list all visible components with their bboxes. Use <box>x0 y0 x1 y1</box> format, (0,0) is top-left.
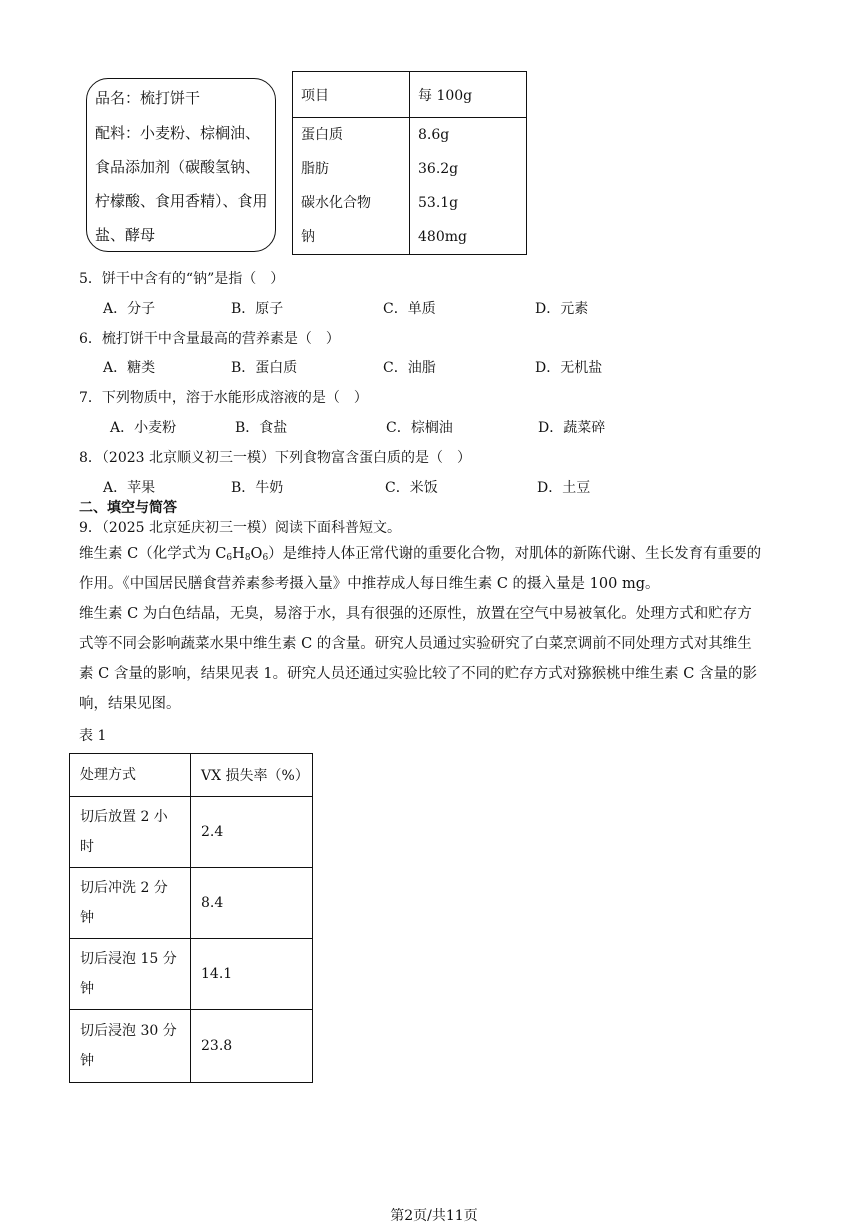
question-6-option-a: A．糖类 <box>103 360 156 376</box>
question-6-stem: 6．梳打饼干中含量最高的营养素是（ ） <box>79 331 340 347</box>
table-row <box>70 868 313 939</box>
passage-line: 作用。《中国居民膳食营养素参考摄入量》中推荐成人每日维生素 C 的摄入量是 100 mg。 <box>79 576 660 592</box>
question-8-option-c: C．米饭 <box>385 480 438 496</box>
label-line-ingredients: 盐、酵母 <box>95 226 156 244</box>
label-line-product-name: 品名：梳打饼干 <box>95 89 201 107</box>
question-8-stem: 8．（2023 北京顺义初三一模）下列食物富含蛋白质的是（ ） <box>79 450 471 466</box>
nutrient-values-cell <box>410 118 527 255</box>
passage-line: 素 C 含量的影响，结果见表 1。研究人员还通过实验比较了不同的贮存方式对猕猴桃中维生素 C 含量的影 <box>79 666 757 682</box>
label-line-ingredients: 食品添加剂（碳酸氢钠、 <box>95 158 261 176</box>
section-heading: 二、填空与简答 <box>79 500 177 516</box>
question-6-option-d: D．无机盐 <box>535 360 603 376</box>
question-6-option-c: C．油脂 <box>383 360 436 376</box>
loss-rate-cell: 14.1 <box>191 939 313 1010</box>
header-cell-loss-rate: VX 损失率（%） <box>191 754 313 797</box>
method-cell: 切后冲洗 2 分 钟 <box>70 868 191 939</box>
header-cell-method: 处理方式 <box>70 754 191 797</box>
table-header-row <box>70 754 313 797</box>
question-6-option-b: B．蛋白质 <box>231 360 298 376</box>
nutrient-name: 蛋白质 <box>301 127 343 143</box>
question-7-option-d: D．蔬菜碎 <box>538 420 606 436</box>
question-5-option-d: D．元素 <box>535 301 589 317</box>
table-header-row <box>293 72 527 118</box>
passage-line: 式等不同会影响蔬菜水果中维生素 C 的含量。研究人员通过实验研究了白菜烹调前不同处理方式对其维生 <box>79 636 752 652</box>
method-cell: 切后浸泡 30 分 钟 <box>70 1010 191 1083</box>
page-footer: 第2页/共11页 <box>390 1208 478 1224</box>
question-8-option-b: B．牛奶 <box>231 480 284 496</box>
nutrient-name: 钠 <box>301 229 315 245</box>
nutrient-value: 480mg <box>418 229 467 245</box>
question-5-option-b: B．原子 <box>231 301 284 317</box>
loss-rate-cell: 23.8 <box>191 1010 313 1083</box>
question-9-stem: 9．（2025 北京延庆初三一模）阅读下面科普短文。 <box>79 520 401 536</box>
header-cell-item: 项目 <box>293 72 410 118</box>
loss-rate-cell: 8.4 <box>191 868 313 939</box>
question-7-option-a: A．小麦粉 <box>110 420 177 436</box>
table-row <box>293 118 527 255</box>
header-cell-per100g: 每 100g <box>410 72 527 118</box>
question-5-stem: 5．饼干中含有的“钠”是指（ ） <box>79 271 285 287</box>
question-7-option-c: C．棕榈油 <box>386 420 453 436</box>
table-row <box>70 1010 313 1083</box>
table-row <box>70 797 313 868</box>
passage-line: 维生素 C（化学式为 $C_6H_8O_6$）是维持人体正常代谢的重要化合物，对肌体的新陈代谢、生长发育有重要的 <box>79 546 762 563</box>
label-line-ingredients: 配料：小麦粉、棕榈油、 <box>95 124 261 142</box>
question-5-option-a: A．分子 <box>103 301 156 317</box>
vitamin-c-loss-table <box>69 753 313 1083</box>
question-5-option-c: C．单质 <box>383 301 436 317</box>
method-cell: 切后放置 2 小 时 <box>70 797 191 868</box>
question-7-stem: 7．下列物质中，溶于水能形成溶液的是（ ） <box>79 390 368 406</box>
question-7-option-b: B．食盐 <box>235 420 288 436</box>
question-8-option-a: A．苹果 <box>103 480 156 496</box>
method-cell: 切后浸泡 15 分 钟 <box>70 939 191 1010</box>
nutrient-name: 脂肪 <box>301 161 329 177</box>
passage-line: 维生素 C 为白色结晶，无臭，易溶于水，具有很强的还原性，放置在空气中易被氧化。处理方式和贮存方 <box>79 606 752 622</box>
loss-rate-cell: 2.4 <box>191 797 313 868</box>
passage-line: 响，结果见图。 <box>79 696 181 712</box>
nutrient-value: 53.1g <box>418 195 459 211</box>
table-row <box>70 939 313 1010</box>
nutrient-value: 36.2g <box>418 161 459 177</box>
nutrition-table <box>292 71 527 255</box>
label-line-ingredients: 柠檬酸、食用香精）、食用 <box>95 192 268 210</box>
question-8-option-d: D．土豆 <box>537 480 591 496</box>
table1-caption: 表 1 <box>79 728 107 744</box>
nutrient-name: 碳水化合物 <box>301 195 371 211</box>
nutrient-names-cell <box>293 118 410 255</box>
nutrient-value: 8.6g <box>418 127 450 143</box>
ingredient-label-card <box>86 78 276 252</box>
